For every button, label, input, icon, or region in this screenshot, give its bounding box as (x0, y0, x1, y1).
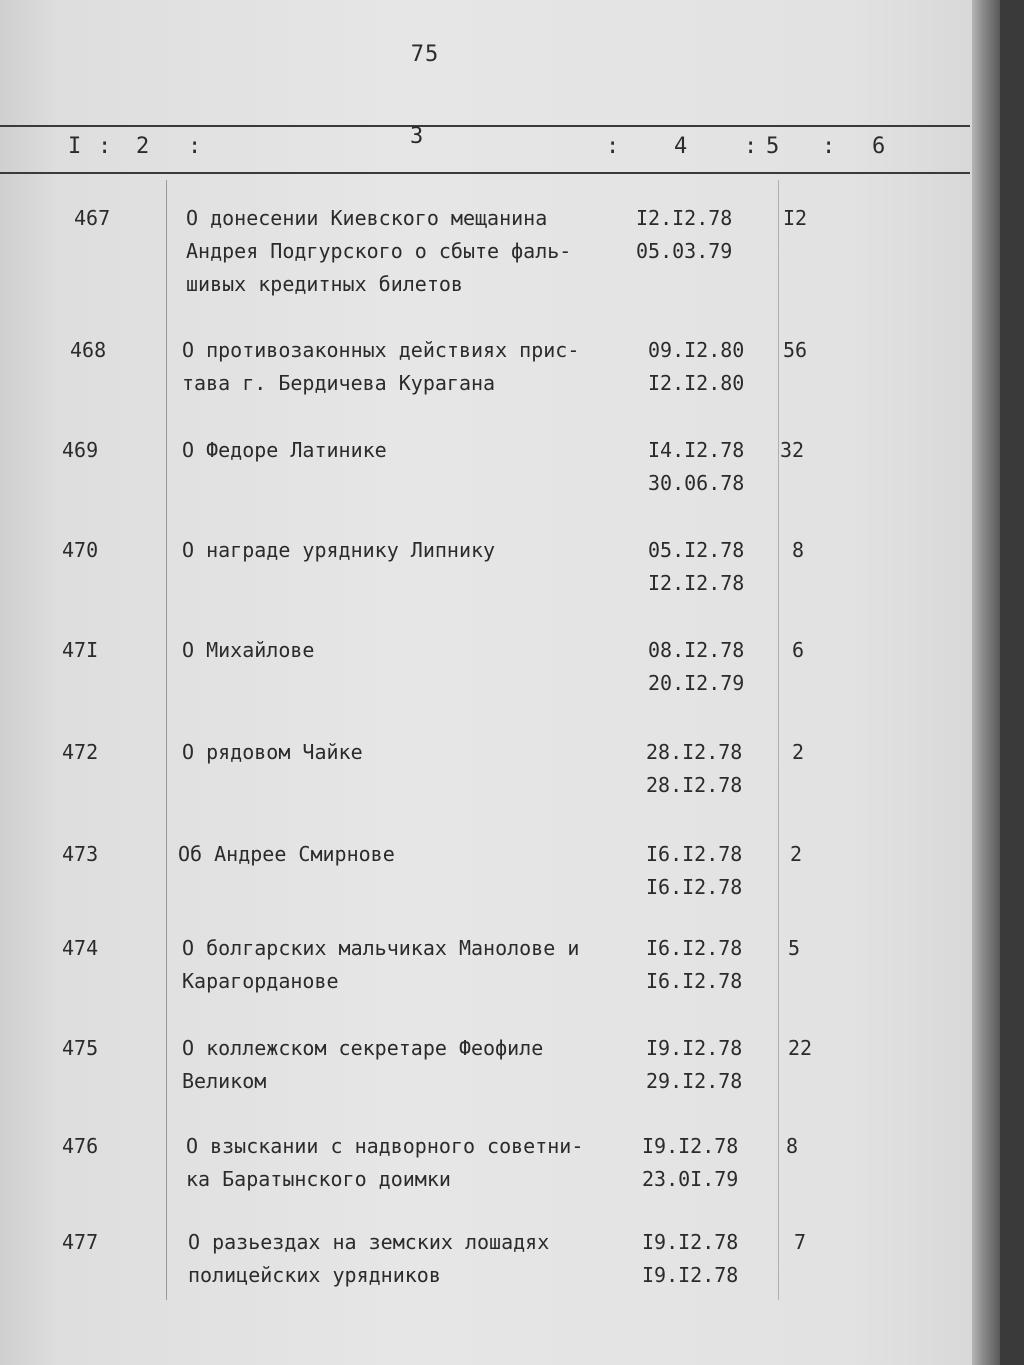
row-date-start: 28.I2.78 (646, 740, 743, 764)
row-date-end: I2.I2.80 (648, 371, 745, 395)
header-bottom-rule (0, 172, 970, 174)
row-date-start: 08.I2.78 (648, 638, 745, 662)
header-sep-2: : (188, 134, 202, 159)
row-date-start: I9.I2.78 (642, 1134, 739, 1158)
row-number: 470 (62, 538, 99, 562)
row-dates (646, 932, 776, 998)
row-dates (648, 634, 778, 700)
header-sep-5: : (822, 134, 836, 159)
row-date-end: I6.I2.78 (646, 875, 743, 899)
header-col-4: 4 (674, 134, 688, 159)
row-dates (646, 838, 776, 904)
row-date-end: 20.I2.79 (648, 671, 745, 695)
row-title: Об Андрее Смирнове (178, 842, 395, 866)
row-number: 47I (62, 638, 99, 662)
row-title: О болгарских мальчиках Манолове и Карагорданове (182, 936, 580, 993)
row-sheets: 8 (786, 1134, 799, 1158)
row-date-end: 28.I2.78 (646, 773, 743, 797)
row-number: 477 (62, 1230, 99, 1254)
row-title: О взыскании с надворного советни- ка Баратынского доимки (186, 1134, 584, 1191)
row-sheets: 2 (792, 740, 805, 764)
row-sheets: 2 (790, 842, 803, 866)
row-number: 472 (62, 740, 99, 764)
row-number: 469 (62, 438, 99, 462)
row-date-start: I6.I2.78 (646, 842, 743, 866)
row-number: 476 (62, 1134, 99, 1158)
title-column-line (166, 180, 167, 1300)
row-sheets: 8 (792, 538, 805, 562)
row-date-end: 23.0I.79 (642, 1167, 739, 1191)
header-sep-1: : (98, 134, 112, 159)
row-date-end: I2.I2.78 (648, 571, 745, 595)
row-title: О коллежском секретаре Феофиле Великом (182, 1036, 544, 1093)
row-date-start: 09.I2.80 (648, 338, 745, 362)
row-date-start: I2.I2.78 (636, 206, 733, 230)
header-top-rule (0, 125, 970, 127)
row-dates (646, 1032, 776, 1098)
dates-column-line (778, 180, 779, 1300)
row-date-start: I4.I2.78 (648, 438, 745, 462)
row-date-start: I9.I2.78 (646, 1036, 743, 1060)
row-dates (642, 1226, 772, 1292)
row-number: 467 (74, 206, 111, 230)
row-sheets: 32 (780, 438, 805, 462)
row-dates (648, 434, 778, 500)
row-number: 468 (70, 338, 107, 362)
column-header-row (0, 124, 970, 170)
page-number: 75 (410, 42, 440, 67)
row-dates (648, 334, 778, 400)
row-date-start: I9.I2.78 (642, 1230, 739, 1254)
row-date-end: I9.I2.78 (642, 1263, 739, 1287)
row-title: О награде уряднику Липнику (182, 538, 496, 562)
header-col-1: I (68, 134, 82, 159)
row-date-start: 05.I2.78 (648, 538, 745, 562)
row-sheets: 22 (788, 1036, 813, 1060)
row-title: О противозаконных действиях прис- тава г. Бердичева Курагана (182, 338, 580, 395)
row-title: О рядовом Чайке (182, 740, 363, 764)
row-title: О Михайлове (182, 638, 315, 662)
row-dates (648, 534, 778, 600)
row-dates (646, 736, 776, 802)
header-col-2: 2 (136, 134, 150, 159)
row-date-end: 30.06.78 (648, 471, 745, 495)
header-sep-4: : (744, 134, 758, 159)
row-date-end: 05.03.79 (636, 239, 733, 263)
row-sheets: 5 (788, 936, 801, 960)
row-number: 474 (62, 936, 99, 960)
header-sep-3: : (606, 134, 620, 159)
row-sheets: I2 (783, 206, 808, 230)
row-dates (642, 1130, 772, 1196)
row-title: О донесении Киевского мещанина Андрея Подгурского о сбыте фаль- шивых кредитных билетов (186, 206, 572, 296)
header-col-6: 6 (872, 134, 886, 159)
row-date-end: I6.I2.78 (646, 969, 743, 993)
row-sheets: 7 (794, 1230, 807, 1254)
row-sheets: 6 (792, 638, 805, 662)
page-edge-shadow (972, 0, 1000, 1365)
header-col-5: 5 (766, 134, 780, 159)
row-date-end: 29.I2.78 (646, 1069, 743, 1093)
row-number: 475 (62, 1036, 99, 1060)
row-title: О разьездах на земских лошадях полицейских урядников (188, 1230, 550, 1287)
row-sheets: 56 (783, 338, 808, 362)
row-title: О Федоре Латинике (182, 438, 387, 462)
row-dates (636, 202, 766, 268)
header-col-3: 3 (410, 124, 424, 149)
row-number: 473 (62, 842, 99, 866)
row-date-start: I6.I2.78 (646, 936, 743, 960)
